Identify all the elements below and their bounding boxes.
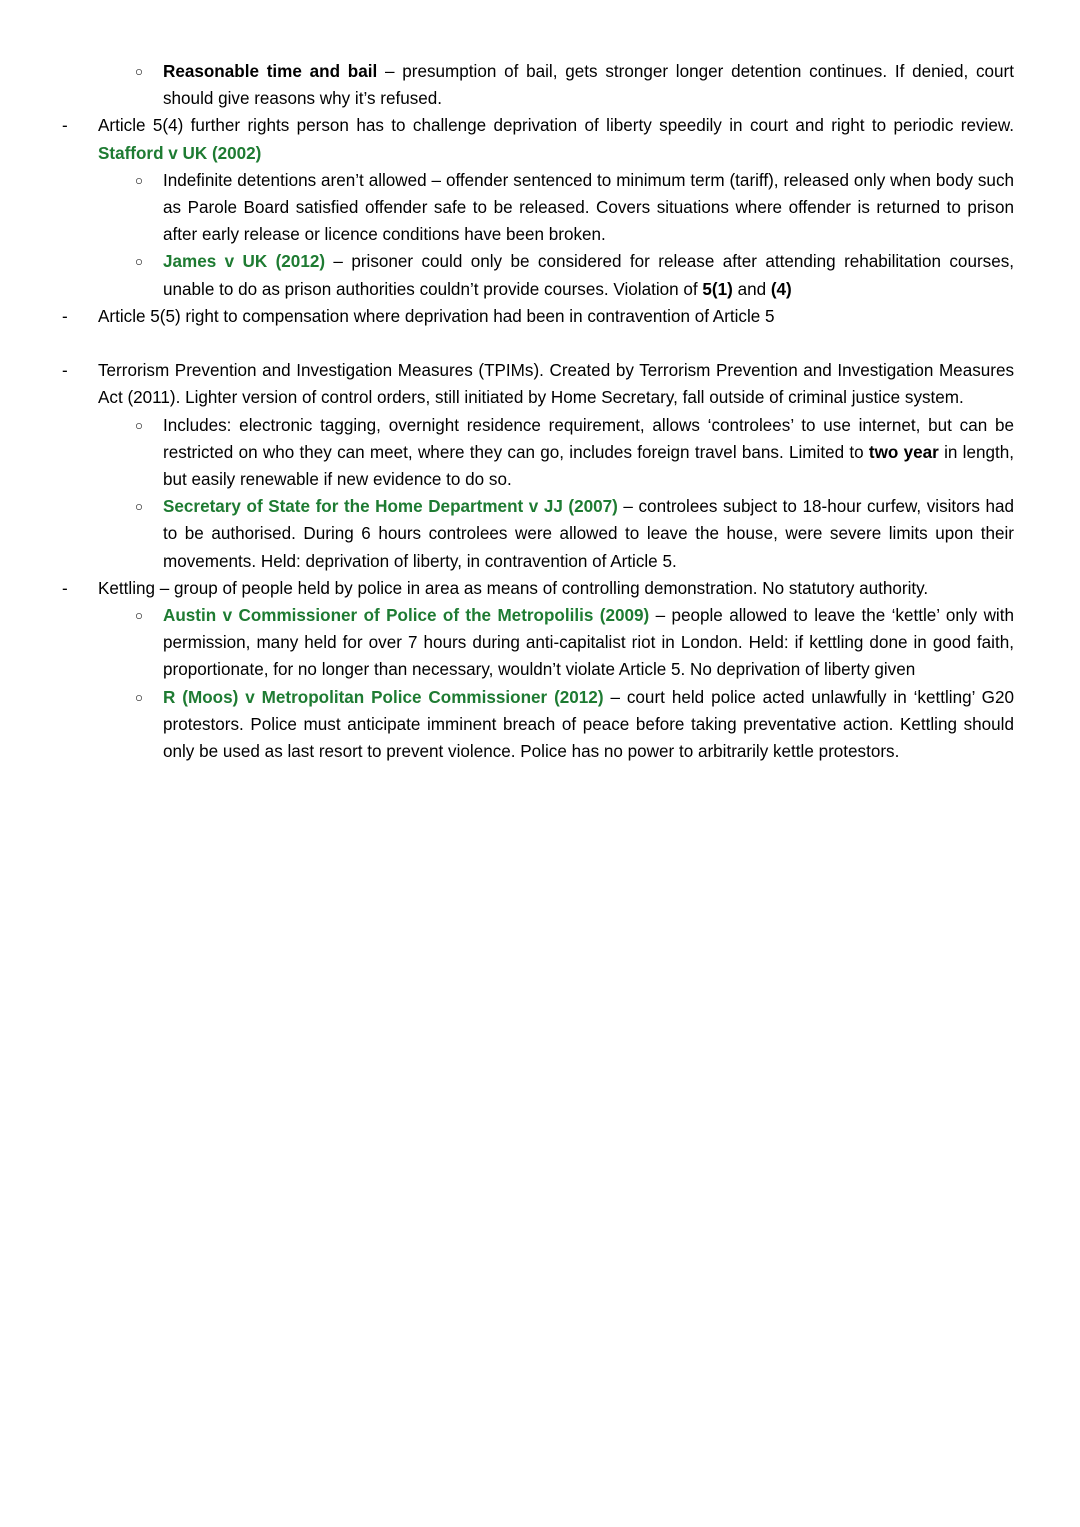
body-text: Article 5(4) further rights person has to challenge deprivation of liberty speedily in court and right to periodic review. <box>98 116 1014 136</box>
list-item <box>62 357 1014 411</box>
circle-bullet-icon: ○ <box>135 254 143 270</box>
circle-bullet-icon: ○ <box>135 689 143 705</box>
case-citation: R (Moos) v Metropolitan Police Commissioner (2012) <box>163 687 604 707</box>
list-item-text <box>98 112 1014 166</box>
case-citation: James v UK (2012) <box>163 252 326 272</box>
list-item-text <box>163 602 1014 684</box>
list-item-text <box>98 575 1014 602</box>
circle-bullet-icon: ○ <box>135 417 143 433</box>
list-item-text <box>163 58 1014 112</box>
dash-bullet-icon: - <box>62 578 68 598</box>
circle-bullet-icon: ○ <box>135 172 143 188</box>
body-text: and <box>732 279 771 299</box>
list-item <box>62 575 1014 602</box>
paragraph-spacer <box>62 330 1014 357</box>
list-item-text <box>163 493 1014 575</box>
body-text: – controlees subject to 18-hour curfew, visitors had to be authorised. During 6 hours controlees were allowed to leave the house, were severe limits upon their movements. Held: deprivation of liberty, in contravention of Article 5. <box>163 497 1014 571</box>
body-text: Includes: electronic tagging, overnight residence requirement, allows ‘controlees’ to use internet, but can be restricted on who they can meet, where they can go, includes foreign travel bans. Limited to <box>163 415 1014 462</box>
list-item <box>62 303 1014 330</box>
list-item-text <box>163 412 1014 494</box>
list-item <box>62 167 1014 249</box>
list-item-text <box>163 684 1014 766</box>
case-citation: Stafford v UK (2002) <box>98 143 262 163</box>
notes-list <box>62 58 1014 765</box>
circle-bullet-icon: ○ <box>135 64 143 79</box>
bold-text: (4) <box>770 279 792 299</box>
list-item-text <box>163 248 1014 302</box>
dash-bullet-icon: - <box>62 306 68 326</box>
dash-bullet-icon: - <box>62 361 68 381</box>
list-item <box>62 602 1014 684</box>
case-citation: Secretary of State for the Home Department v JJ (2007) <box>163 497 618 517</box>
list-item <box>62 248 1014 302</box>
dash-bullet-icon: - <box>62 116 68 136</box>
list-item <box>62 684 1014 766</box>
body-text: – presumption of bail, gets stronger longer detention continues. If denied, court should give reasons why it’s refused. <box>163 62 1014 109</box>
body-text: Article 5(5) right to compensation where deprivation had been in contravention of Article 5 <box>98 306 775 326</box>
bold-text: two year <box>868 442 939 462</box>
list-item-text <box>163 167 1014 249</box>
list-item-text <box>98 303 1014 330</box>
document-body <box>62 58 1014 765</box>
body-text: Terrorism Prevention and Investigation Measures (TPIMs). Created by Terrorism Prevention and Investigation Measures Act (2011). Lighter version of control orders, still initiated by Home Secretary, fall outside of criminal justice system. <box>98 361 1014 408</box>
body-text: Indefinite detentions aren’t allowed – offender sentenced to minimum term (tariff), released only when body such as Parole Board satisfied offender safe to be released. Covers situations where offender is returned to prison after early release or licence conditions have been broken. <box>163 170 1014 245</box>
list-item <box>62 112 1014 166</box>
list-item <box>62 493 1014 575</box>
list-item <box>62 58 1014 112</box>
case-citation: Austin v Commissioner of Police of the Metropolilis (2009) <box>163 606 650 626</box>
body-text: in length, but easily renewable if new evidence to do so. <box>163 442 1014 490</box>
circle-bullet-icon: ○ <box>135 499 143 515</box>
bold-text: 5(1) <box>702 279 733 299</box>
circle-bullet-icon: ○ <box>135 608 143 624</box>
bold-text: Reasonable time and bail <box>163 62 378 81</box>
body-text: – court held police acted unlawfully in ‘kettling’ G20 protestors. Police must anticipate imminent breach of peace before taking preventative action. Kettling should only be used as last resort to prevent violence. Police has no power to arbitrarily kettle protestors. <box>163 687 1014 762</box>
body-text: Kettling – group of people held by police in area as means of controlling demonstration. No statutory authority. <box>98 578 929 598</box>
body-text: – people allowed to leave the ‘kettle’ only with permission, many held for over 7 hours during anti-capitalist riot in London. Held: if kettling done in good faith, proportionate, for no longer than necessary, wouldn’t violate Article 5. No deprivation of liberty given <box>163 606 1014 680</box>
body-text: – prisoner could only be considered for release after attending rehabilitation courses, unable to do as prison authorities couldn’t provide courses. Violation of <box>163 252 1014 299</box>
list-item-text <box>98 357 1014 411</box>
list-item <box>62 412 1014 494</box>
